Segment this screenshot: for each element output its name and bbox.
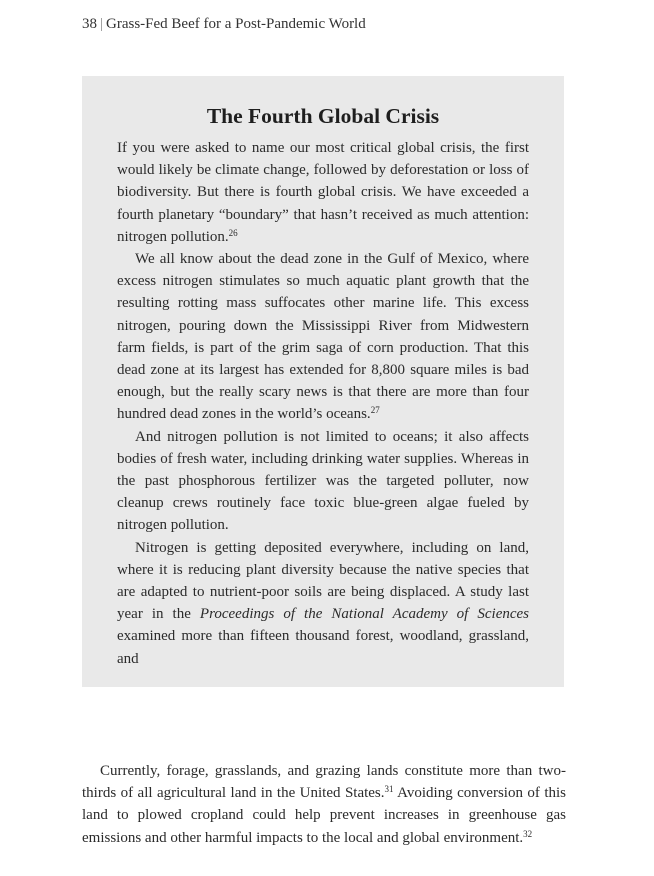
body-paragraph-1	[82, 760, 566, 849]
book-title: Grass-Fed Beef for a Post-Pandemic World	[106, 16, 366, 32]
footnote-ref-26[interactable]: 26	[228, 227, 238, 238]
sidebar-paragraph-1	[117, 137, 529, 248]
sidebar-paragraph-2	[117, 248, 529, 426]
running-header	[82, 14, 366, 34]
paragraph-text: Currently, forage, grasslands, and grazing lands constitute more than two-thirds of all agricultural land in the United States.	[82, 763, 566, 802]
journal-title: Proceedings of the National Academy of Sciences	[199, 606, 530, 623]
sidebar-title: The Fourth Global Crisis	[206, 104, 440, 128]
paragraph-text: And nitrogen pollution is not limited to oceans; it also affects bodies of fresh water, including drinking water supplies. Whereas in the past phosphorous fertilizer was the targeted polluter, now cleanup crews routinely face toxic blue-green algae fueled by nitrogen pollution.	[117, 428, 529, 534]
header-separator: |	[100, 16, 104, 32]
page-number: 38	[82, 16, 97, 32]
paragraph-text: Nitrogen is getting deposited everywhere, including on land, where it is reducing plant diversity because the native species that are adapted to nutrient-poor soils are being displaced. A study last year in the	[117, 539, 529, 623]
footnote-ref-31[interactable]: 31	[384, 784, 394, 795]
sidebar-paragraph-4	[117, 537, 529, 670]
paragraph-text: We all know about the dead zone in the Gulf of Mexico, where excess nitrogen stimulates so much aquatic plant growth that the resulting rotting mass suffocates other marine life. This excess nitrogen, pouring down the Mississippi River from Midwestern farm fields, is part of the grim saga of corn production. That this dead zone at its largest has extended for 8,800 square miles is bad enough, but the really scary news is that there are more than four hundred dead zones in the world’s oceans.	[117, 251, 529, 423]
sidebar-paragraph-3	[117, 426, 529, 537]
paragraph-text: Avoiding conversion of this land to plowed cropland could help prevent increases in greenhouse gas emissions and other harmful impacts to the local and global environment.	[82, 785, 566, 846]
footnote-ref-32[interactable]: 32	[523, 828, 533, 839]
paragraph-text: If you were asked to name our most critical global crisis, the first would likely be climate change, followed by deforestation or loss of biodiversity. But there is fourth global crisis. We have exceeded a fourth planetary “boundary” that hasn’t received as much attention: nitrogen pollution.	[117, 140, 529, 245]
paragraph-text: examined more than fifteen thousand forest, woodland, grassland, and	[117, 628, 529, 667]
main-body-text	[82, 760, 566, 849]
sidebar-box	[82, 76, 564, 687]
footnote-ref-27[interactable]: 27	[370, 405, 380, 416]
